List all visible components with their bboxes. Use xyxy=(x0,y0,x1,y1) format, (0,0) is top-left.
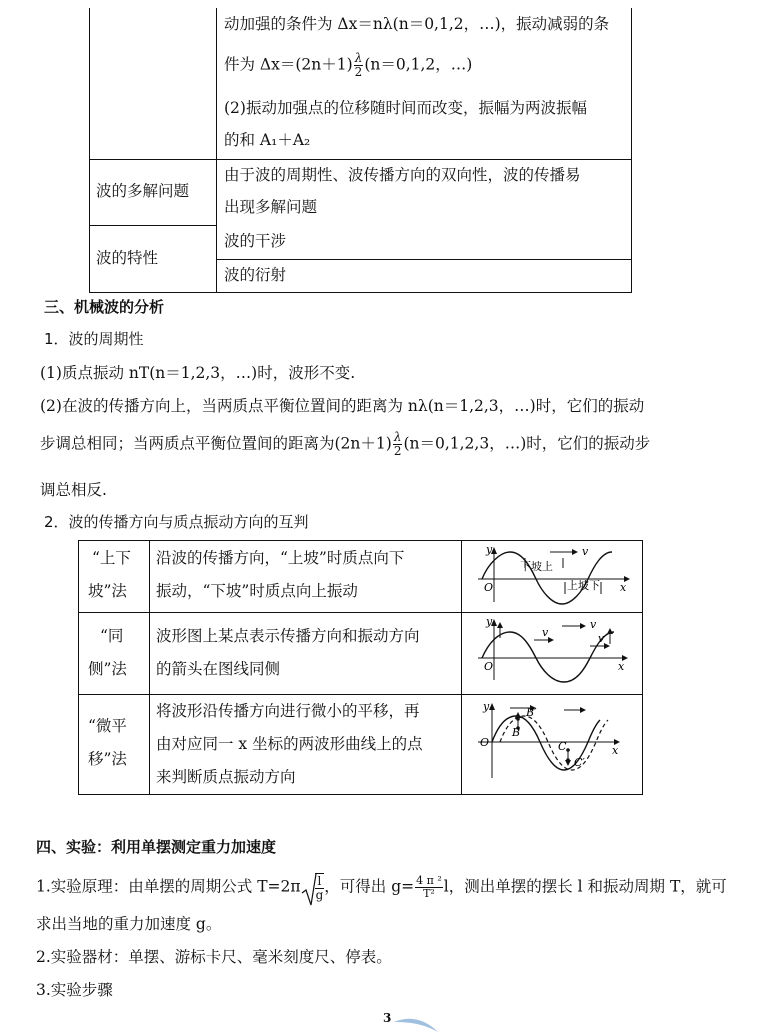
velocity-arrowhead-3 xyxy=(604,643,610,649)
point-b-prime xyxy=(516,717,520,721)
vibration-arrowhead-2 xyxy=(607,628,613,634)
y-label: y xyxy=(486,615,493,628)
shift-arrowhead-2 xyxy=(580,707,586,713)
sqrt-l-over-g: $\frac{l}{g}$ xyxy=(301,873,325,902)
table2-r1-desc-1: 沿波的传播方向，“上坡”时质点向下 xyxy=(156,549,405,567)
point-c xyxy=(566,748,570,752)
table2-r2-method-2: 侧”法 xyxy=(88,660,127,678)
table1-row1-desc-2: 出现多解问题 xyxy=(224,198,318,216)
origin-label: O xyxy=(484,581,494,594)
label-b-prime: B′ xyxy=(526,706,537,719)
page-number-swoosh xyxy=(390,1010,440,1036)
figure-slope-method xyxy=(472,542,634,610)
sqrt-sign-icon xyxy=(301,873,317,907)
table2-r2-desc-1: 波形图上某点表示传播方向和振动方向 xyxy=(156,627,420,645)
table2-r3-desc-1: 将波形沿传播方向进行微小的平移，再 xyxy=(156,702,420,720)
wave-shifted xyxy=(500,716,608,770)
velocity-arrowhead-1 xyxy=(548,637,554,643)
origin-label: O xyxy=(484,660,494,673)
section4-equipment: 2.实验器材：单摆、游标卡尺、毫米刻度尺、停表。 xyxy=(36,948,392,966)
table1-row2-label: 波的特性 xyxy=(96,249,159,267)
vibration-arrowhead-1 xyxy=(497,622,503,628)
section3-title: 三、机械波的分析 xyxy=(44,298,165,316)
label-c: C xyxy=(558,740,567,753)
y-axis-arrow xyxy=(489,703,495,710)
table1-row0-item2-line1: (2)振动加强点的位移随时间而改变，振幅为两波振幅 xyxy=(224,99,587,117)
velocity-label-2: v xyxy=(590,618,597,631)
table2-r3-desc-3: 来判断质点振动方向 xyxy=(156,768,296,786)
section3-p2-line1: (2)在波的传播方向上，当两质点平衡位置间的距离为 nλ(n＝1,2,3，…)时，它们的振动 xyxy=(40,397,645,415)
table1-row2-interference: 波的干涉 xyxy=(224,232,287,250)
table2-r1-method-2: 坡”法 xyxy=(88,582,127,600)
table1-row1-label: 波的多解问题 xyxy=(96,182,190,200)
table2-r3-desc-2: 由对应同一 x 坐标的两波形曲线上的点 xyxy=(156,735,423,753)
label-downhill-up: 下坡上 xyxy=(520,560,553,573)
figure-small-shift-method xyxy=(472,698,634,790)
table2-r1-method-1: “上下 xyxy=(92,549,131,567)
y-label: y xyxy=(486,543,493,556)
section3-p2-line2: 步调总相同；当两质点平衡位置间的距离为(2n＋1) $\frac{\lambda}{2}$ (n＝0,1,2,3，…)时，它们的振动步 xyxy=(40,430,651,458)
velocity-arrowhead-2 xyxy=(580,623,586,629)
figure-same-side-method xyxy=(472,614,634,692)
point-c-prime xyxy=(566,758,570,762)
y-label: y xyxy=(483,700,490,713)
label-b: B xyxy=(512,726,521,739)
velocity-label: v xyxy=(582,545,589,558)
table1-row0-line2: 件为 Δx＝(2n＋1) $\frac{\lambda}{2}$ (n＝0,1,2，…) xyxy=(224,51,473,79)
origin-label: O xyxy=(480,736,490,749)
section4-principle-line2: 求出当地的重力加速度 g。 xyxy=(36,915,222,933)
section3-sub1: 1．波的周期性 xyxy=(44,330,144,348)
label-c-prime: C′ xyxy=(574,756,585,769)
propagation-arrowhead xyxy=(572,549,578,555)
table1-row0-item2-line2: 的和 A₁＋A₂ xyxy=(224,131,311,149)
label-uphill-down: 上坡下 xyxy=(567,579,600,592)
velocity-label-1: v xyxy=(542,626,549,639)
table2-r3-method-1: “微平 xyxy=(88,717,127,735)
table1-row2-diffraction: 波的衍射 xyxy=(224,266,287,284)
section3-sub2: 2．波的传播方向与质点振动方向的互判 xyxy=(44,513,309,531)
section4-steps: 3.实验步骤 xyxy=(36,981,113,999)
point-b-arrowhead xyxy=(515,712,521,718)
table2-r2-desc-2: 的箭头在图线同侧 xyxy=(156,660,281,678)
x-label: x xyxy=(612,744,619,757)
velocity-label-3: v xyxy=(598,632,605,645)
table2-r3-method-2: 移”法 xyxy=(88,750,127,768)
table1-row0-line1: 动加强的条件为 Δx＝nλ(n＝0,1,2，…)，振动减弱的条 xyxy=(224,15,610,33)
page-number: 3 xyxy=(383,1011,392,1025)
section3-p2-line3: 调总相反. xyxy=(40,481,107,499)
section4-title: 四、实验：利用单摆测定重力加速度 xyxy=(36,838,277,856)
section4-principle-line1: 1.实验原理：由单摆的周期公式 T=2π $\frac{l}{g}$ ，可得出 g= $\frac{\text{4 π ²}}{\text{T²}}$ l，测出单摆的摆长 l 和振动周期 T，就可 xyxy=(36,873,727,902)
x-label: x xyxy=(618,660,625,673)
table1-row1-desc-1: 由于波的周期性、波传播方向的双向性，波的传播易 xyxy=(224,166,581,184)
x-label: x xyxy=(620,581,627,594)
section3-p1: (1)质点振动 nT(n＝1,2,3，…)时，波形不变. xyxy=(40,364,356,382)
table2-r1-desc-2: 振动，“下坡”时质点向上振动 xyxy=(156,582,358,600)
table2-r2-method-1: “同 xyxy=(100,627,124,645)
